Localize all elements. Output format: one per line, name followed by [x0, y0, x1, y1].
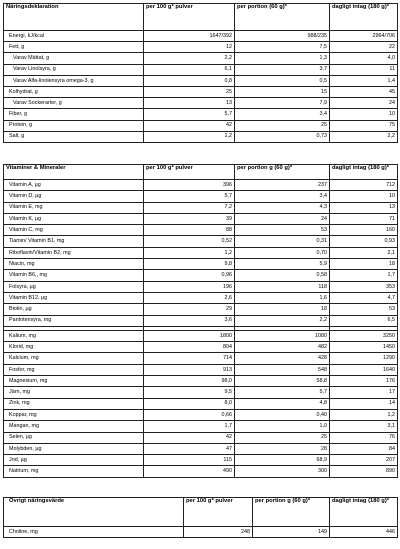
value-per-portion: 5,9: [235, 259, 330, 270]
value-daily-intake: 1640: [330, 364, 398, 375]
row-label: Varav Linolsyra, g: [4, 64, 144, 75]
value-per-100g: 42: [144, 120, 235, 131]
column-header: per 100 g* pulver: [144, 165, 235, 180]
table-row: [4, 191, 398, 202]
row-label: Vitamin K, µg: [4, 213, 144, 224]
value-per-portion: 5,7: [235, 387, 330, 398]
value-per-portion: 4,3: [235, 202, 330, 213]
row-label: Niacin, mg: [4, 259, 144, 270]
table-row: [4, 342, 398, 353]
value-daily-intake: 0,93: [330, 236, 398, 247]
row-label: Biotin, µg: [4, 304, 144, 315]
value-per-100g: 88: [144, 225, 235, 236]
value-per-100g: 1,2: [144, 131, 235, 142]
value-per-100g: 7,2: [144, 202, 235, 213]
table-row: [4, 409, 398, 420]
value-per-100g: 9,5: [144, 387, 235, 398]
value-per-100g: 47: [144, 443, 235, 454]
value-daily-intake: 10: [330, 109, 398, 120]
row-label: Vitamin A, µg: [4, 180, 144, 191]
table-row: [4, 421, 398, 432]
value-per-portion: 988/235: [235, 31, 330, 42]
value-per-portion: 1,6: [235, 292, 330, 303]
value-per-100g: 0,66: [144, 409, 235, 420]
table-row: [4, 86, 398, 97]
table-row: [4, 259, 398, 270]
value-daily-intake: 14: [330, 398, 398, 409]
table-row: [4, 432, 398, 443]
value-per-portion: 149: [253, 527, 330, 538]
table-header-row: [4, 498, 398, 527]
table-header-row: [4, 4, 398, 31]
value-per-100g: 804: [144, 342, 235, 353]
value-per-portion: 0,70: [235, 247, 330, 258]
value-daily-intake: 71: [330, 213, 398, 224]
value-daily-intake: 1,2: [330, 409, 398, 420]
value-per-100g: 490: [144, 466, 235, 477]
value-per-100g: 25: [144, 86, 235, 97]
table-row: [4, 225, 398, 236]
value-per-portion: 482: [235, 342, 330, 353]
value-daily-intake: 207: [330, 455, 398, 466]
value-per-100g: 1,7: [144, 421, 235, 432]
value-daily-intake: 2,1: [330, 247, 398, 258]
value-per-portion: 300: [235, 466, 330, 477]
value-daily-intake: 4,7: [330, 292, 398, 303]
table-row: [4, 131, 398, 142]
column-header: per portion g (60 g)*: [235, 165, 330, 180]
value-per-portion: 18: [235, 304, 330, 315]
value-daily-intake: 24: [330, 98, 398, 109]
value-per-portion: 118: [235, 281, 330, 292]
value-daily-intake: 17: [330, 387, 398, 398]
value-daily-intake: 6,5: [330, 315, 398, 326]
column-header: Övrigt näringsvärde: [4, 498, 184, 527]
value-per-portion: 4,8: [235, 398, 330, 409]
value-per-100g: 5,7: [144, 109, 235, 120]
row-label: Magnesium, mg: [4, 376, 144, 387]
value-per-100g: 1800: [144, 330, 235, 341]
value-per-portion: 25: [235, 120, 330, 131]
row-label: Järn, mg: [4, 387, 144, 398]
table-row: [4, 455, 398, 466]
table-row: [4, 353, 398, 364]
value-per-portion: 1080: [235, 330, 330, 341]
table-row: [4, 304, 398, 315]
value-daily-intake: 2,2: [330, 131, 398, 142]
table-row: [4, 292, 398, 303]
row-label: Fiber, g: [4, 109, 144, 120]
value-daily-intake: 176: [330, 376, 398, 387]
value-per-portion: 15: [235, 86, 330, 97]
row-label: Klorid, mg: [4, 342, 144, 353]
table-row: [4, 53, 398, 64]
row-label: Tiamin/ Vitamin B1, mg: [4, 236, 144, 247]
row-label: Zink, mg: [4, 398, 144, 409]
value-per-portion: 237: [235, 180, 330, 191]
table-row: [4, 270, 398, 281]
value-daily-intake: 1290: [330, 353, 398, 364]
row-label: Fett, g: [4, 42, 144, 53]
value-daily-intake: 3250: [330, 330, 398, 341]
value-per-portion: 7,5: [235, 42, 330, 53]
value-per-portion: 3,7: [235, 64, 330, 75]
row-label: Kalcium, mg: [4, 353, 144, 364]
table-row: [4, 213, 398, 224]
value-per-100g: 9,8: [144, 259, 235, 270]
table-row: [4, 202, 398, 213]
value-daily-intake: 22: [330, 42, 398, 53]
value-per-portion: 0,31: [235, 236, 330, 247]
value-daily-intake: 4,0: [330, 53, 398, 64]
row-label: Selen, µg: [4, 432, 144, 443]
value-per-portion: 0,58: [235, 270, 330, 281]
table-row: [4, 315, 398, 326]
table-row: [4, 247, 398, 258]
column-header: dagligt intag (180 g)*: [330, 498, 398, 527]
value-per-100g: 396: [144, 180, 235, 191]
value-per-portion: 28: [235, 443, 330, 454]
row-label: Pantotensyra, mg: [4, 315, 144, 326]
value-daily-intake: 13: [330, 202, 398, 213]
row-label: Vitamin C, mg: [4, 225, 144, 236]
row-label: Vitamin D, µg: [4, 191, 144, 202]
value-per-100g: 1,2: [144, 247, 235, 258]
value-per-100g: 0,96: [144, 270, 235, 281]
value-per-100g: 42: [144, 432, 235, 443]
value-per-100g: 3,6: [144, 315, 235, 326]
value-per-100g: 13: [144, 98, 235, 109]
row-label: Fosfor, mg: [4, 364, 144, 375]
row-label: Choline, mg: [4, 527, 184, 538]
value-daily-intake: 76: [330, 432, 398, 443]
row-label: Riboflavin/Vitamin B2, mg: [4, 247, 144, 258]
row-label: Mangan, mg: [4, 421, 144, 432]
value-daily-intake: 11: [330, 64, 398, 75]
value-daily-intake: 84: [330, 443, 398, 454]
row-label: Vitamin E, mg: [4, 202, 144, 213]
column-header: Näringsdeklaration: [4, 4, 144, 31]
value-per-100g: 8,0: [144, 398, 235, 409]
value-daily-intake: 353: [330, 281, 398, 292]
value-per-portion: 68,9: [235, 455, 330, 466]
row-label: Jod, µg: [4, 455, 144, 466]
value-daily-intake: 45: [330, 86, 398, 97]
value-per-100g: 0,52: [144, 236, 235, 247]
value-per-100g: 12: [144, 42, 235, 53]
value-per-100g: 5,7: [144, 191, 235, 202]
table-row: [4, 527, 398, 538]
value-per-100g: 1647/392: [144, 31, 235, 42]
table-row: [4, 443, 398, 454]
row-label: Vitamin B6,, mg: [4, 270, 144, 281]
naringsdeklaration-table: [3, 3, 398, 143]
row-label: Energi, kJ/kcal: [4, 31, 144, 42]
row-label: Vitamin B12, µg: [4, 292, 144, 303]
row-label: Salt, g: [4, 131, 144, 142]
value-per-portion: 3,4: [235, 191, 330, 202]
value-daily-intake: 10: [330, 191, 398, 202]
value-daily-intake: 53: [330, 304, 398, 315]
value-daily-intake: 890: [330, 466, 398, 477]
value-per-100g: 0,8: [144, 75, 235, 86]
value-daily-intake: 3,1: [330, 421, 398, 432]
value-per-portion: 3,4: [235, 109, 330, 120]
value-per-portion: 7,9: [235, 98, 330, 109]
table-row: [4, 75, 398, 86]
value-per-100g: 248: [184, 527, 253, 538]
value-per-portion: 0,5: [235, 75, 330, 86]
value-per-portion: 2,2: [235, 315, 330, 326]
value-per-100g: 39: [144, 213, 235, 224]
value-per-100g: 6,1: [144, 64, 235, 75]
column-header: per portion g (60 g)*: [253, 498, 330, 527]
value-per-portion: 1,0: [235, 421, 330, 432]
value-daily-intake: 1,4: [330, 75, 398, 86]
table-row: [4, 376, 398, 387]
table-row: [4, 98, 398, 109]
value-per-100g: 2,2: [144, 53, 235, 64]
row-label: Kalium, mg: [4, 330, 144, 341]
table-header-row: [4, 165, 398, 180]
column-header: dagligt intag (180 g)*: [330, 4, 398, 31]
column-header: per 100 g* pulver: [144, 4, 235, 31]
row-label: Varav Alfa-linolensyra omega-3, g: [4, 75, 144, 86]
column-header: per 100 g* pulver: [184, 498, 253, 527]
table-row: [4, 387, 398, 398]
table-row: [4, 180, 398, 191]
row-label: Molybden, µg: [4, 443, 144, 454]
table-row: [4, 64, 398, 75]
value-per-portion: 25: [235, 432, 330, 443]
value-daily-intake: 1,7: [330, 270, 398, 281]
table-row: [4, 120, 398, 131]
vitaminer-mineraler-table: [3, 164, 398, 478]
value-per-100g: 714: [144, 353, 235, 364]
row-label: Kolhydrat, g: [4, 86, 144, 97]
value-per-portion: 58,8: [235, 376, 330, 387]
value-daily-intake: 2964/706: [330, 31, 398, 42]
ovrigt-naringsvarde-table: [3, 497, 398, 538]
value-per-100g: 2,6: [144, 292, 235, 303]
row-label: Varav Mättat, g: [4, 53, 144, 64]
value-per-portion: 1,3: [235, 53, 330, 64]
value-per-100g: 29: [144, 304, 235, 315]
table-row: [4, 364, 398, 375]
value-per-portion: 428: [235, 353, 330, 364]
table-row: [4, 42, 398, 53]
value-daily-intake: 446: [330, 527, 398, 538]
column-header: dagligt intag (180 g)*: [330, 165, 398, 180]
table-row: [4, 466, 398, 477]
value-daily-intake: 160: [330, 225, 398, 236]
table-row: [4, 281, 398, 292]
value-daily-intake: 75: [330, 120, 398, 131]
value-per-100g: 913: [144, 364, 235, 375]
value-per-portion: 0,40: [235, 409, 330, 420]
value-per-portion: 548: [235, 364, 330, 375]
value-per-portion: 24: [235, 213, 330, 224]
row-label: Natrium, mg: [4, 466, 144, 477]
table-row: [4, 330, 398, 341]
value-daily-intake: 712: [330, 180, 398, 191]
row-label: Protein, g: [4, 120, 144, 131]
column-header: per portion (60 g)*: [235, 4, 330, 31]
value-per-portion: 53: [235, 225, 330, 236]
row-label: Folsyra, µg: [4, 281, 144, 292]
row-label: Koppar, mg: [4, 409, 144, 420]
row-label: Varav Sockerarter, g: [4, 98, 144, 109]
table-row: [4, 398, 398, 409]
value-per-portion: 0,73: [235, 131, 330, 142]
table-row: [4, 236, 398, 247]
value-per-100g: 98,0: [144, 376, 235, 387]
table-row: [4, 109, 398, 120]
column-header: Vitaminer & Mineraler: [4, 165, 144, 180]
value-per-100g: 196: [144, 281, 235, 292]
value-per-100g: 115: [144, 455, 235, 466]
value-daily-intake: 18: [330, 259, 398, 270]
table-row: [4, 31, 398, 42]
value-daily-intake: 1450: [330, 342, 398, 353]
